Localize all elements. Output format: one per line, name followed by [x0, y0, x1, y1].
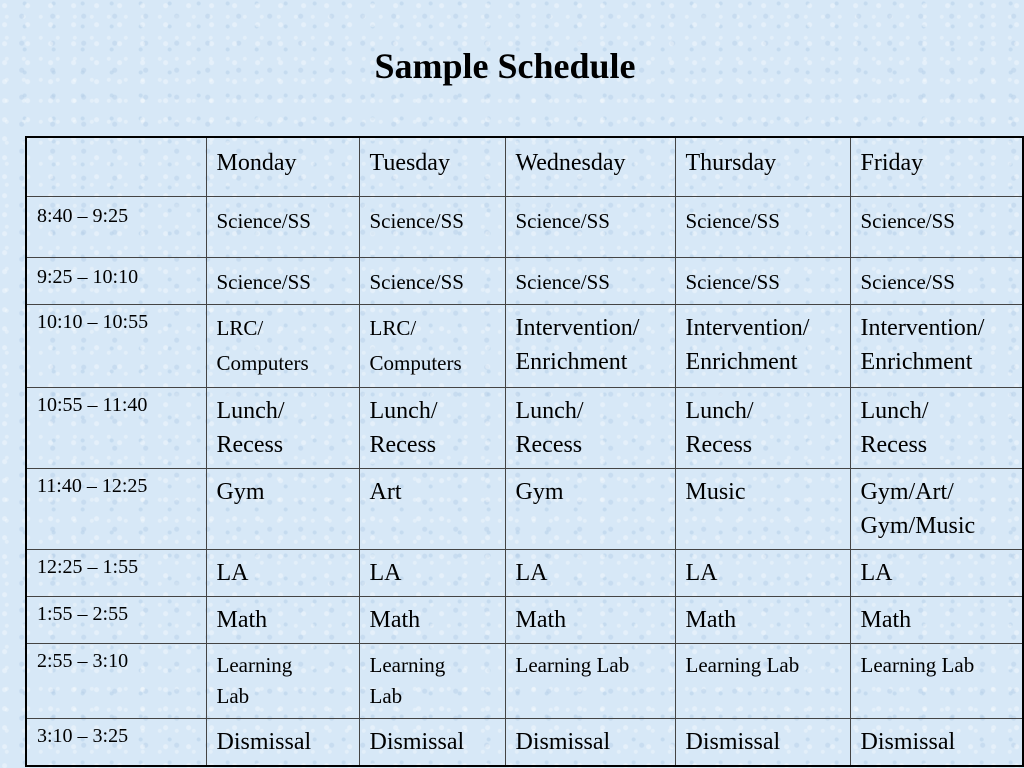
schedule-cell: LA — [505, 550, 675, 597]
schedule-cell: Math — [206, 597, 359, 644]
schedule-cell: Dismissal — [850, 719, 1023, 767]
cell-line: Lab — [369, 684, 403, 708]
schedule-cell — [850, 469, 1023, 550]
schedule-cell: Music — [675, 469, 850, 550]
cell-line: Lunch/ — [860, 398, 929, 424]
cell-line: Gym/Art/ — [860, 479, 954, 505]
table-row — [26, 258, 1023, 305]
cell-line: Enrichment — [685, 349, 798, 375]
schedule-cell: LA — [850, 550, 1023, 597]
schedule-cell: Science/SS — [505, 197, 675, 258]
cell-line: Lunch/ — [369, 398, 438, 424]
table-row — [26, 388, 1023, 469]
time-slot: 2:55 – 3:10 — [26, 644, 206, 719]
cell-line: Recess — [860, 432, 928, 458]
schedule-cell — [206, 305, 359, 388]
schedule-cell: Learning Lab — [675, 644, 850, 719]
schedule-cell: Math — [675, 597, 850, 644]
schedule-cell: Science/SS — [675, 258, 850, 305]
cell-line: Gym/Music — [860, 513, 976, 539]
table-row — [26, 719, 1023, 767]
day-header: Monday — [206, 137, 359, 197]
schedule-cell: Science/SS — [359, 197, 505, 258]
cell-line: Lunch/ — [515, 398, 584, 424]
cell-line: Recess — [369, 432, 437, 458]
cell-line: Learning — [216, 653, 293, 677]
page-title: Sample Schedule — [374, 46, 636, 86]
cell-line: Lab — [216, 684, 250, 708]
time-slot: 11:40 – 12:25 — [26, 469, 206, 550]
cell-line: Recess — [216, 432, 284, 458]
schedule-cell: Science/SS — [675, 197, 850, 258]
schedule-cell: Science/SS — [850, 197, 1023, 258]
schedule-cell: Science/SS — [206, 258, 359, 305]
schedule-cell — [675, 388, 850, 469]
time-slot: 12:25 – 1:55 — [26, 550, 206, 597]
day-header: Thursday — [675, 137, 850, 197]
time-slot: 10:10 – 10:55 — [26, 305, 206, 388]
schedule-cell: Art — [359, 469, 505, 550]
schedule-cell — [359, 388, 505, 469]
schedule-cell: Science/SS — [206, 197, 359, 258]
time-slot: 1:55 – 2:55 — [26, 597, 206, 644]
schedule-cell — [505, 305, 675, 388]
schedule-cell: Science/SS — [850, 258, 1023, 305]
day-header: Friday — [850, 137, 1023, 197]
schedule-cell — [359, 305, 505, 388]
schedule-cell: Dismissal — [675, 719, 850, 767]
schedule-cell — [359, 644, 505, 719]
cell-line: Recess — [685, 432, 753, 458]
schedule-cell: Dismissal — [206, 719, 359, 767]
cell-line: Learning — [369, 653, 446, 677]
cell-line: Intervention/ — [515, 315, 640, 341]
schedule-cell — [206, 644, 359, 719]
schedule-cell: Learning Lab — [850, 644, 1023, 719]
schedule-cell: Gym — [206, 469, 359, 550]
table-row — [26, 597, 1023, 644]
cell-line: Intervention/ — [860, 315, 985, 341]
schedule-cell: LA — [675, 550, 850, 597]
schedule-cell — [850, 388, 1023, 469]
schedule-cell: Gym — [505, 469, 675, 550]
schedule-cell — [675, 305, 850, 388]
cell-line: Intervention/ — [685, 315, 810, 341]
schedule-cell: Math — [505, 597, 675, 644]
time-slot: 10:55 – 11:40 — [26, 388, 206, 469]
time-slot: 9:25 – 10:10 — [26, 258, 206, 305]
table-row — [26, 305, 1023, 388]
table-row — [26, 644, 1023, 719]
cell-line: Lunch/ — [216, 398, 285, 424]
cell-line: Lunch/ — [685, 398, 754, 424]
cell-line: LRC/ — [216, 316, 264, 340]
schedule-cell — [850, 305, 1023, 388]
header-row — [26, 137, 1023, 197]
schedule-cell: LA — [206, 550, 359, 597]
schedule-cell: Learning Lab — [505, 644, 675, 719]
cell-line: Enrichment — [515, 349, 628, 375]
corner-cell — [26, 137, 206, 197]
schedule-cell: Math — [359, 597, 505, 644]
schedule-cell: Dismissal — [359, 719, 505, 767]
cell-line: Recess — [515, 432, 583, 458]
cell-line: Enrichment — [860, 349, 973, 375]
cell-line: Computers — [216, 351, 309, 375]
day-header: Tuesday — [359, 137, 505, 197]
day-header: Wednesday — [505, 137, 675, 197]
table-row — [26, 469, 1023, 550]
schedule-cell — [505, 388, 675, 469]
schedule-table — [25, 136, 1024, 767]
table-row — [26, 550, 1023, 597]
schedule-cell — [206, 388, 359, 469]
time-slot: 8:40 – 9:25 — [26, 197, 206, 258]
schedule-cell: Science/SS — [505, 258, 675, 305]
schedule-cell: Science/SS — [359, 258, 505, 305]
table-row — [26, 197, 1023, 258]
schedule-cell: Math — [850, 597, 1023, 644]
schedule-cell: Dismissal — [505, 719, 675, 767]
cell-line: LRC/ — [369, 316, 417, 340]
schedule-cell: LA — [359, 550, 505, 597]
cell-line: Computers — [369, 351, 462, 375]
time-slot: 3:10 – 3:25 — [26, 719, 206, 767]
